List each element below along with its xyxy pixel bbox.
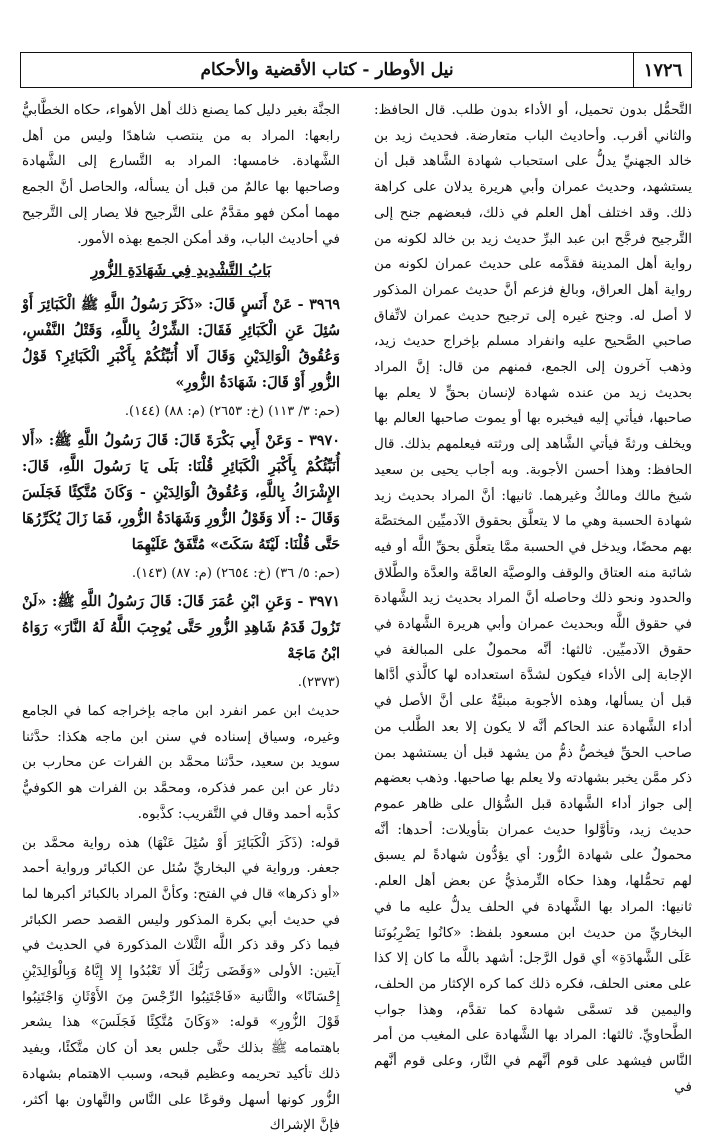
hadith-text: ٣٩٧٠ - وَعَنْ أَبِي بَكْرَةَ قَالَ: قَالَ رَسُولُ اللَّهِ ﷺ: «أَلا أُنَبِّئُكُمْ بِأَكْبَرِ الْكَبَائِرِ قُلْنَا: بَلَى يَا رَسُولَ اللَّهِ، قَالَ: الإِشْرَاكُ بِاللَّهِ، وَعُقُوقُ الْوَالِدَيْنِ - وَكَانَ مُتَّكِئًا فَجَلَسَ وَقَالَ -: أَلا وَقَوْلُ الزُّورِ وَشَهَادَةُ الزُّورِ، فَمَا زَالَ يُكَرِّرُهَا حَتَّى قُلْنَا: لَيْتَهُ سَكَتَ» مُتَّفَقٌ عَلَيْهِمَا [22,431,340,553]
hadith-text: ٣٩٧١ - وَعَنِ ابْنِ عُمَرَ قَالَ: قَالَ رَسُولُ اللَّهِ ﷺ: «لَنْ تَزُولَ قَدَمُ شَاهِدِ الزُّورِ حَتَّى يُوجِبَ اللَّهُ لَهُ النَّارَ» رَوَاهُ ابْنُ مَاجَهْ [22,593,340,663]
hadith-reference: (حم: ٣/ ١١٣) (خ: ٢٦٥٣) (م: ٨٨) (١٤٤). [124,403,340,419]
hadith-text: ٣٩٦٩ - عَنْ أَنَسٍ قَالَ: «ذَكَرَ رَسُولُ اللَّهِ ﷺ الْكَبَائِرَ أَوْ سُئِلَ عَنِ الْكَبَائِرِ فَقَالَ: الشِّرْكُ بِاللَّهِ، وَقَتْلُ النَّفْسِ، وَعُقُوقُ الْوَالِدَيْنِ وَقَالَ أَلا أُنَبِّئُكُمْ بِأَكْبَرِ الْكَبَائِرِ؟ قَوْلُ الزُّورِ أَوْ قَالَ: شَهَادَةُ الزُّورِ» [22,295,340,391]
page-header [20,52,692,88]
hadith-reference: (٢٣٧٣). [297,675,340,691]
right-column [374,98,692,1098]
page-number: ١٧٢٦ [643,59,683,81]
commentary-paragraph: حديث ابن عمر انفرد ابن ماجه بإخراجه كما في الجامع وغيره، وسياق إسناده في سنن ابن ماجه هكذا: حدَّثنا سويد بن سعيد، حدَّثنا محمَّد بن الفرات عن محارب بن دثار عن ابن عمر فذكره، ومحمَّد بن الفرات هو الكوفيُّ كذَّبه أحمد وقال في التَّقريب: كذَّبوه. [22,703,340,822]
body-paragraph: الجنَّة بغير دليل كما يصنع ذلك أهل الأهواء، حكاه الخطَّابيُّ رابعها: المراد به من ينتصب شاهدًا وليس من أهل الشَّهادة. خامسها: المراد به التَّسارع إلى الشَّهادة وصاحبها بها عالمٌ من قبل أن يسأله، والحاصل أنَّ الجمع مهما أمكن فهو مقدَّمٌ على التَّرجيح فلا يصار إلى التَّرجيح في أحاديث الباب، وقد أمكن الجمع بهذه الأمور. [22,102,340,247]
hadith-reference: (حم: ٥/ ٣٦) (خ: ٢٦٥٤) (م: ٨٧) (١٤٣). [131,565,340,581]
chapter-title: بَابُ التَّشْدِيدِ فِي شَهَادَةِ الزُّورِ [90,261,272,280]
left-column [22,98,340,1134]
body-paragraph: التَّحمُّل بدون تحميل، أو الأداء بدون طلب. قال الحافظ: والثاني أقرب. وأحاديث الباب متعارضة. فحديث زيد بن خالد الجهنيِّ يدلُّ على استحباب شهادة الشَّاهد قبل أن يستشهد، وحديث عمران وأبي هريرة يدلان على كراهة ذلك. وقد اختلف أهل العلم في ذلك، فبعضهم جنح إلى التَّرجيح فرجَّح ابن عبد البرِّ حديث زيد بن خالد لكونه من رواية أهل المدينة فقدَّمه على حديث عمران لكونه من رواية أهل العراق، وبالغ فزعم أنَّ حديث عمران المذكور لا أصل له. وجنح غيره إلى ترجيح حديث عمران لاتِّفاق صاحبي الصَّحيح عليه وانفراد مسلم بإخراج حديث زيد، وذهب آخرون إلى الجمع، فمنهم من قال: إنَّ المراد بحديث زيد من عنده شهادة لإنسان بحقٍّ لا يعلم بها صاحبها، فيأتي إليه فيخبره بها أو يموت صاحبها العالم بها ويخلف ورثةً فيأتي الشَّاهد إلى ورثته فيعلمهم بذلك. قال الحافظ: وهذا أحسن الأجوبة. وبه أجاب يحيى بن سعيد شيخ مالك ومالكٌ وغيرهما. ثانيها: أنَّ المراد بحديث زيد شهادة الحسبة وهي ما لا يتعلَّق بحقوق الآدميِّين المختصَّة بهم محضًا، ويدخل في الحسبة ممَّا يتعلَّق بحقِّ اللَّه أو فيه شائبة منه العتاق والوقف والوصيَّة العامَّة والعدَّة والطَّلاق والحدود ونحو ذلك وحاصله أنَّ المراد بحديث زيد الشَّهادة في حقوق اللَّه وبحديث عمران وأبي هريرة الشَّهادة في حقوق الآدميِّين. ثالثها: أنَّه محمولٌ على المبالغة في الإجابة إلى الأداء فيكون لشدَّة استعداده لها كالَّذي أدَّاها قبل أن يسألها، وهذه الأجوبة مبنيَّةٌ على أنَّ الأصل في أداء الشَّهادة عند الحاكم أنَّه لا يكون إلا بعد الطَّلب من صاحب الحقِّ فيخصُّ ذمُّ من يشهد قبل أن يستشهد بمن ذكر ممَّن يخبر بشهادته ولا يعلم بها صاحبها. وذهب بعضهم إلى جواز أداء الشَّهادة قبل السُّؤال على ظاهر عموم حديث زيد، وتأوَّلوا حديث عمران بتأويلات: أحدها: أنَّه محمولٌ على شهادة الزُّور: أي يؤدُّون شهادةً لم يسبق لهم تحمُّلها، وهذا حكاه التِّرمذيُّ عن بعض أهل العلم. ثانيها: المراد بها الشَّهادة في الحلف يدلُّ عليه ما في البخاريِّ من حديث ابن مسعود بلفظ: «كانُوا يَضْرِبُونَنا عَلَى الشَّهادَةِ» أي قول الرَّجل: أشهد باللَّه ما كان إلا كذا على معنى الحلف، فكره ذلك كما كره الإكثار من الحلف، واليمين قد تسمَّى شهادة كما تقدَّم، وهذا جواب الطَّحاويِّ. ثالثها: المراد بها الشَّهادة على المغيب من أمر النَّاس فيشهد على قوم أنَّهم في النَّار، وعلى قوم أنَّهم في [374,102,692,1095]
running-title: نيل الأوطار - كتاب الأقضية والأحكام [200,60,454,80]
commentary-paragraph: قوله: (ذَكَرَ الْكَبَائِرَ أَوْ سُئِلَ عَنْهَا) هذه رواية محمَّد بن جعفر. ورواية في البخاريِّ سُئل عن الكبائر ورواية أحمد «أو ذكرها» قال في الفتح: وكأنَّ المراد بالكبائر أكبرها لما في حديث أبي بكرة المذكور وليس القصد حصر الكبائر فيما ذكر وقد ذكر اللَّه الثَّلاث المذكورة في الحديث في آيتين: الأولى «وَقَضَى رَبُّكَ أَلا تَعْبُدُوا إِلا إِيَّاهُ وَبِالْوَالِدَيْنِ إِحْسَانًا» والثَّانية «فَاجْتَنِبُوا الرِّجْسَ مِنَ الأَوْثَانِ وَاجْتَنِبُوا قَوْلَ الزُّورِ» قوله: «وَكَانَ مُتَّكِئًا فَجَلَسَ» هذا يشعر باهتمامه ﷺ بذلك حتَّى جلس بعد أن كان متَّكئًا، ويفيد ذلك تأكيد تحريمه وعظيم قبحه، وسبب الاهتمام بشهادة الزُّور كونها أسهل وقوعًا على النَّاس والتَّهاون بها أكثر، فإنَّ الإشراك [22,834,340,1134]
